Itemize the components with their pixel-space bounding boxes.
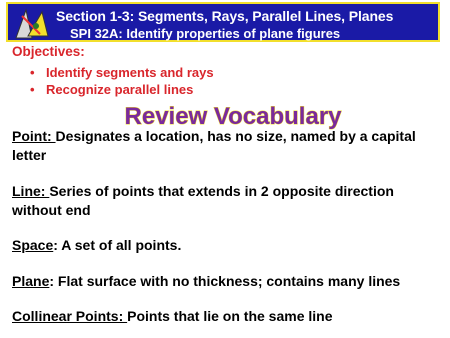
term-label: Plane xyxy=(12,273,50,289)
bullet-icon: • xyxy=(30,65,35,80)
geometry-tools-icon xyxy=(12,6,52,40)
definition-text: : Flat surface with no thickness; contains many lines xyxy=(49,273,401,289)
definition-line xyxy=(12,182,444,220)
objective-item xyxy=(30,81,214,98)
objectives-list xyxy=(30,64,214,98)
objectives-heading: Objectives: xyxy=(12,44,85,59)
review-vocabulary-text: Review Vocabulary xyxy=(124,103,342,130)
bullet-icon: • xyxy=(30,82,35,97)
term-label: Collinear Points: xyxy=(12,308,128,324)
definition-text: : A set of all points. xyxy=(53,237,182,253)
definition-point xyxy=(12,127,444,165)
objective-text: Recognize parallel lines xyxy=(46,82,194,97)
term-label: Space xyxy=(12,237,54,253)
section-title: Section 1-3: Segments, Rays, Parallel Lines, Planes xyxy=(56,8,394,24)
definition-space xyxy=(12,236,444,255)
term-label: Point: xyxy=(12,128,56,144)
objective-item xyxy=(30,64,214,81)
definition-text: Points that lie on the same line xyxy=(127,308,333,324)
definition-text: Designates a location, has no size, named by a capital letter xyxy=(12,128,416,163)
definition-plane xyxy=(12,272,444,291)
objective-text: Identify segments and rays xyxy=(46,65,214,80)
term-label: Line: xyxy=(12,183,50,199)
definition-collinear-points xyxy=(12,307,444,326)
definition-text: Series of points that extends in 2 opposite direction without end xyxy=(12,183,394,218)
spi-subtitle: SPI 32A: Identify properties of plane figures xyxy=(70,26,341,41)
title-banner xyxy=(6,2,440,42)
